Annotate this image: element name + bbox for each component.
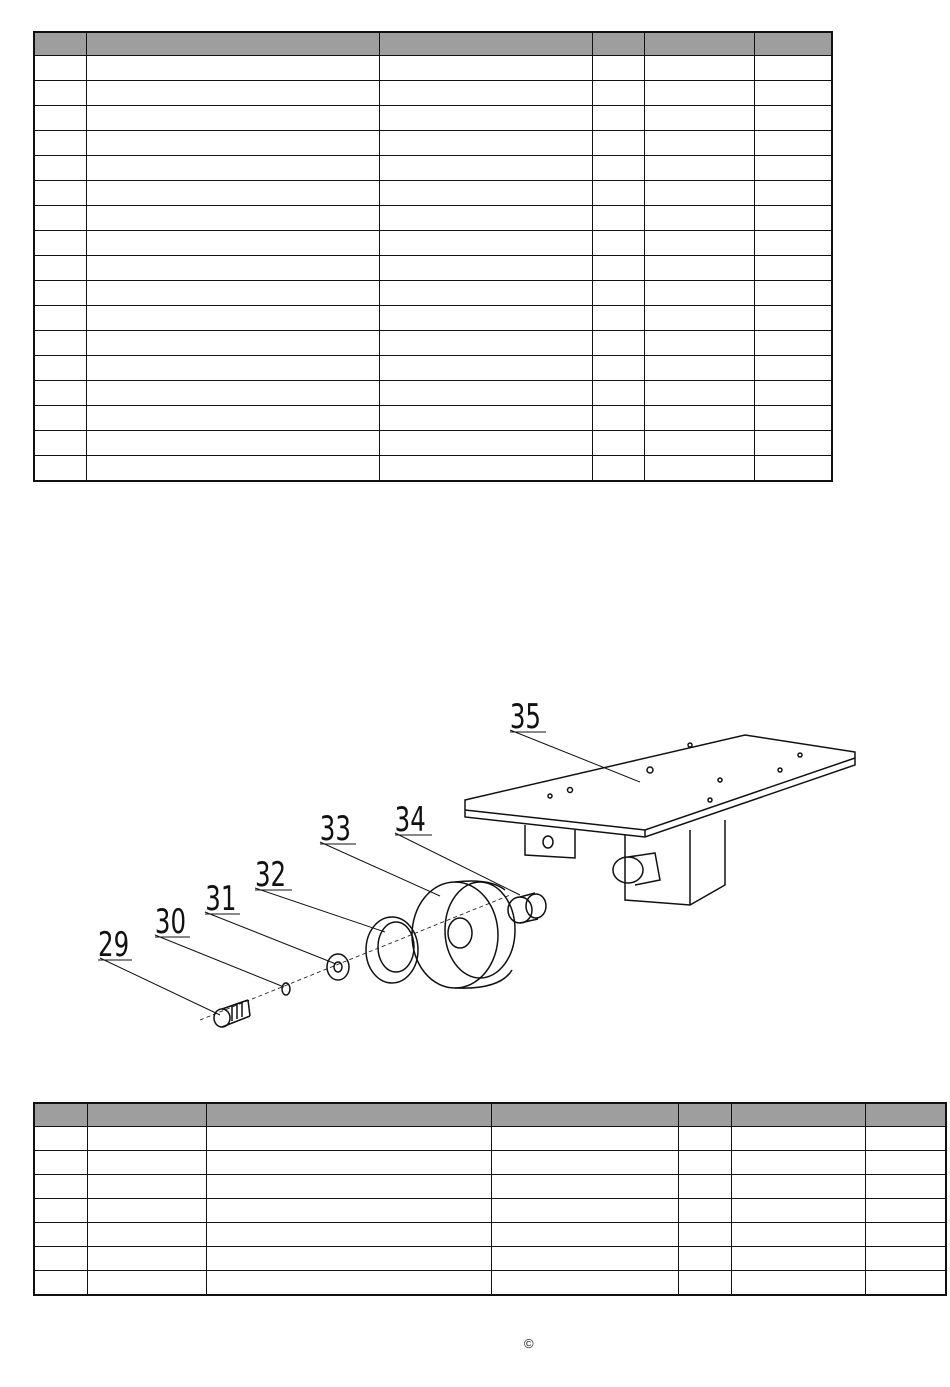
table-cell xyxy=(754,331,832,356)
table-cell xyxy=(644,356,754,381)
table-row xyxy=(34,231,832,256)
table-cell xyxy=(86,256,379,281)
table-cell xyxy=(86,56,379,81)
table-cell xyxy=(678,1127,731,1151)
table-row xyxy=(34,106,832,131)
table-cell xyxy=(754,106,832,131)
table-cell xyxy=(644,81,754,106)
table-cell xyxy=(86,306,379,331)
table-cell xyxy=(87,1127,206,1151)
table-row xyxy=(34,131,832,156)
table-cell xyxy=(592,331,644,356)
table-cell xyxy=(754,156,832,181)
table-cell xyxy=(86,356,379,381)
exploded-parts-diagram xyxy=(80,690,880,1040)
table-cell xyxy=(34,156,86,181)
table-cell xyxy=(86,456,379,482)
table-cell xyxy=(86,106,379,131)
parts-table-bottom xyxy=(33,1102,947,1296)
table-cell xyxy=(644,281,754,306)
table-cell xyxy=(87,1199,206,1223)
flat-washer-part xyxy=(327,954,349,980)
table-cell xyxy=(379,356,592,381)
table-row xyxy=(34,206,832,231)
table-cell xyxy=(592,356,644,381)
table-cell xyxy=(592,406,644,431)
table-row xyxy=(34,1223,946,1247)
header-cell xyxy=(87,1103,206,1127)
header-cell xyxy=(34,1103,87,1127)
table-cell xyxy=(678,1247,731,1271)
table-cell xyxy=(34,306,86,331)
table-cell xyxy=(86,381,379,406)
table-row xyxy=(34,1127,946,1151)
table-cell xyxy=(644,456,754,482)
table-cell xyxy=(87,1223,206,1247)
table-cell xyxy=(34,281,86,306)
table-cell xyxy=(206,1223,491,1247)
table-bracket-part xyxy=(465,735,855,905)
table-row xyxy=(34,1247,946,1271)
table-cell xyxy=(678,1175,731,1199)
table-cell xyxy=(34,56,86,81)
table-cell xyxy=(86,281,379,306)
table-cell xyxy=(86,406,379,431)
table-row xyxy=(34,381,832,406)
table-cell xyxy=(86,131,379,156)
table-cell xyxy=(592,56,644,81)
table-cell xyxy=(644,256,754,281)
table-cell xyxy=(592,381,644,406)
table-cell xyxy=(34,181,86,206)
table-cell xyxy=(754,206,832,231)
table-cell xyxy=(34,1223,87,1247)
table-cell xyxy=(379,406,592,431)
table-cell xyxy=(379,156,592,181)
table-cell xyxy=(754,406,832,431)
table-cell xyxy=(678,1151,731,1175)
table-row xyxy=(34,81,832,106)
table-cell xyxy=(34,256,86,281)
table-cell xyxy=(754,281,832,306)
table-row xyxy=(34,431,832,456)
table-cell xyxy=(379,56,592,81)
table-cell xyxy=(678,1271,731,1296)
table-cell xyxy=(644,131,754,156)
table-row xyxy=(34,306,832,331)
table-cell xyxy=(731,1175,865,1199)
table-cell xyxy=(86,431,379,456)
table-cell xyxy=(731,1247,865,1271)
spacer-ring-part xyxy=(366,917,418,983)
table-cell xyxy=(379,231,592,256)
table-cell xyxy=(644,56,754,81)
table-row xyxy=(34,456,832,482)
header-cell xyxy=(592,32,644,56)
table-cell xyxy=(592,456,644,482)
table-cell xyxy=(34,81,86,106)
table-cell xyxy=(592,81,644,106)
callout-29: 29 xyxy=(98,925,130,965)
table-row xyxy=(34,56,832,81)
table-cell xyxy=(206,1199,491,1223)
table-cell xyxy=(644,181,754,206)
table-cell xyxy=(754,256,832,281)
table-cell xyxy=(754,56,832,81)
table-cell xyxy=(592,131,644,156)
table-cell xyxy=(644,156,754,181)
table-cell xyxy=(644,431,754,456)
table-cell xyxy=(34,1175,87,1199)
table-cell xyxy=(731,1271,865,1296)
table-cell xyxy=(206,1151,491,1175)
table-cell xyxy=(491,1151,678,1175)
table-cell xyxy=(731,1151,865,1175)
table-cell xyxy=(491,1175,678,1199)
table-cell xyxy=(865,1151,946,1175)
table-cell xyxy=(644,406,754,431)
table-cell xyxy=(87,1151,206,1175)
table-row xyxy=(34,181,832,206)
header-cell xyxy=(754,32,832,56)
table-row xyxy=(34,156,832,181)
table-cell xyxy=(34,456,86,482)
header-cell xyxy=(491,1103,678,1127)
callout-35: 35 xyxy=(509,697,541,737)
spring-washer-part xyxy=(282,983,290,995)
table-cell xyxy=(379,431,592,456)
table-cell xyxy=(491,1199,678,1223)
table-cell xyxy=(34,381,86,406)
table-cell xyxy=(678,1223,731,1247)
table-cell xyxy=(87,1271,206,1296)
table-cell xyxy=(34,206,86,231)
table-cell xyxy=(644,106,754,131)
table-cell xyxy=(592,231,644,256)
table-cell xyxy=(34,1199,87,1223)
table-cell xyxy=(34,106,86,131)
table-cell xyxy=(491,1127,678,1151)
table-cell xyxy=(86,206,379,231)
callout-32: 32 xyxy=(254,855,287,895)
table-cell xyxy=(87,1175,206,1199)
callout-31: 31 xyxy=(205,879,237,919)
header-cell xyxy=(865,1103,946,1127)
table-cell xyxy=(379,106,592,131)
table-cell xyxy=(379,456,592,482)
table-cell xyxy=(491,1247,678,1271)
table-cell xyxy=(592,306,644,331)
table-cell xyxy=(865,1127,946,1151)
table-cell xyxy=(206,1247,491,1271)
table-cell xyxy=(86,231,379,256)
header-cell xyxy=(86,32,379,56)
copyright-mark: © xyxy=(524,1336,534,1351)
table-cell xyxy=(865,1247,946,1271)
header-cell xyxy=(379,32,592,56)
table-row xyxy=(34,1175,946,1199)
table-cell xyxy=(491,1223,678,1247)
table-cell xyxy=(731,1223,865,1247)
table-cell xyxy=(34,431,86,456)
table-cell xyxy=(865,1199,946,1223)
leader-lines xyxy=(100,730,640,1015)
table-cell xyxy=(678,1199,731,1223)
table-cell xyxy=(644,231,754,256)
table-cell xyxy=(379,81,592,106)
table-cell xyxy=(754,306,832,331)
table-header-row xyxy=(34,32,832,56)
header-cell xyxy=(678,1103,731,1127)
pulley-part xyxy=(412,881,515,988)
table-row xyxy=(34,1151,946,1175)
table-cell xyxy=(34,131,86,156)
table-cell xyxy=(644,306,754,331)
table-cell xyxy=(865,1271,946,1296)
table-cell xyxy=(34,1271,87,1296)
table-row xyxy=(34,406,832,431)
table-cell xyxy=(206,1175,491,1199)
table-row xyxy=(34,1199,946,1223)
table-cell xyxy=(644,331,754,356)
table-cell xyxy=(754,81,832,106)
table-cell xyxy=(592,256,644,281)
table-cell xyxy=(206,1127,491,1151)
table-row xyxy=(34,281,832,306)
table-cell xyxy=(731,1199,865,1223)
table-cell xyxy=(379,131,592,156)
table-cell xyxy=(865,1223,946,1247)
table-cell xyxy=(644,206,754,231)
table-row xyxy=(34,356,832,381)
diagram-drawing xyxy=(80,690,880,1040)
table-cell xyxy=(34,1127,87,1151)
table-cell xyxy=(754,181,832,206)
table-cell xyxy=(379,256,592,281)
table-header-row xyxy=(34,1103,946,1127)
table-cell xyxy=(87,1247,206,1271)
table-cell xyxy=(379,381,592,406)
table-cell xyxy=(34,331,86,356)
table-cell xyxy=(754,431,832,456)
table-cell xyxy=(34,356,86,381)
table-cell xyxy=(754,456,832,482)
screw-part xyxy=(214,1000,250,1027)
header-cell xyxy=(644,32,754,56)
callout-33: 33 xyxy=(319,809,351,849)
table-cell xyxy=(731,1127,865,1151)
parts-table-top xyxy=(33,31,833,482)
table-cell xyxy=(86,181,379,206)
table-cell xyxy=(34,1151,87,1175)
table-cell xyxy=(491,1271,678,1296)
table-cell xyxy=(206,1271,491,1296)
table-cell xyxy=(86,156,379,181)
table-cell xyxy=(754,356,832,381)
callout-34: 34 xyxy=(394,800,426,840)
table-cell xyxy=(754,231,832,256)
table-cell xyxy=(592,106,644,131)
table-cell xyxy=(34,231,86,256)
table-cell xyxy=(86,331,379,356)
table-cell xyxy=(592,206,644,231)
table-row xyxy=(34,256,832,281)
table-cell xyxy=(379,206,592,231)
table-cell xyxy=(592,181,644,206)
table-cell xyxy=(592,431,644,456)
header-cell xyxy=(34,32,86,56)
table-cell xyxy=(34,1247,87,1271)
callout-30: 30 xyxy=(154,902,187,942)
header-cell xyxy=(206,1103,491,1127)
table-cell xyxy=(379,181,592,206)
table-cell xyxy=(754,131,832,156)
table-cell xyxy=(592,156,644,181)
table-cell xyxy=(865,1175,946,1199)
table-cell xyxy=(644,381,754,406)
table-cell xyxy=(86,81,379,106)
header-cell xyxy=(731,1103,865,1127)
table-row xyxy=(34,1271,946,1296)
table-cell xyxy=(379,306,592,331)
table-cell xyxy=(34,406,86,431)
table-cell xyxy=(379,331,592,356)
table-cell xyxy=(754,381,832,406)
table-cell xyxy=(379,281,592,306)
table-row xyxy=(34,331,832,356)
table-cell xyxy=(592,281,644,306)
